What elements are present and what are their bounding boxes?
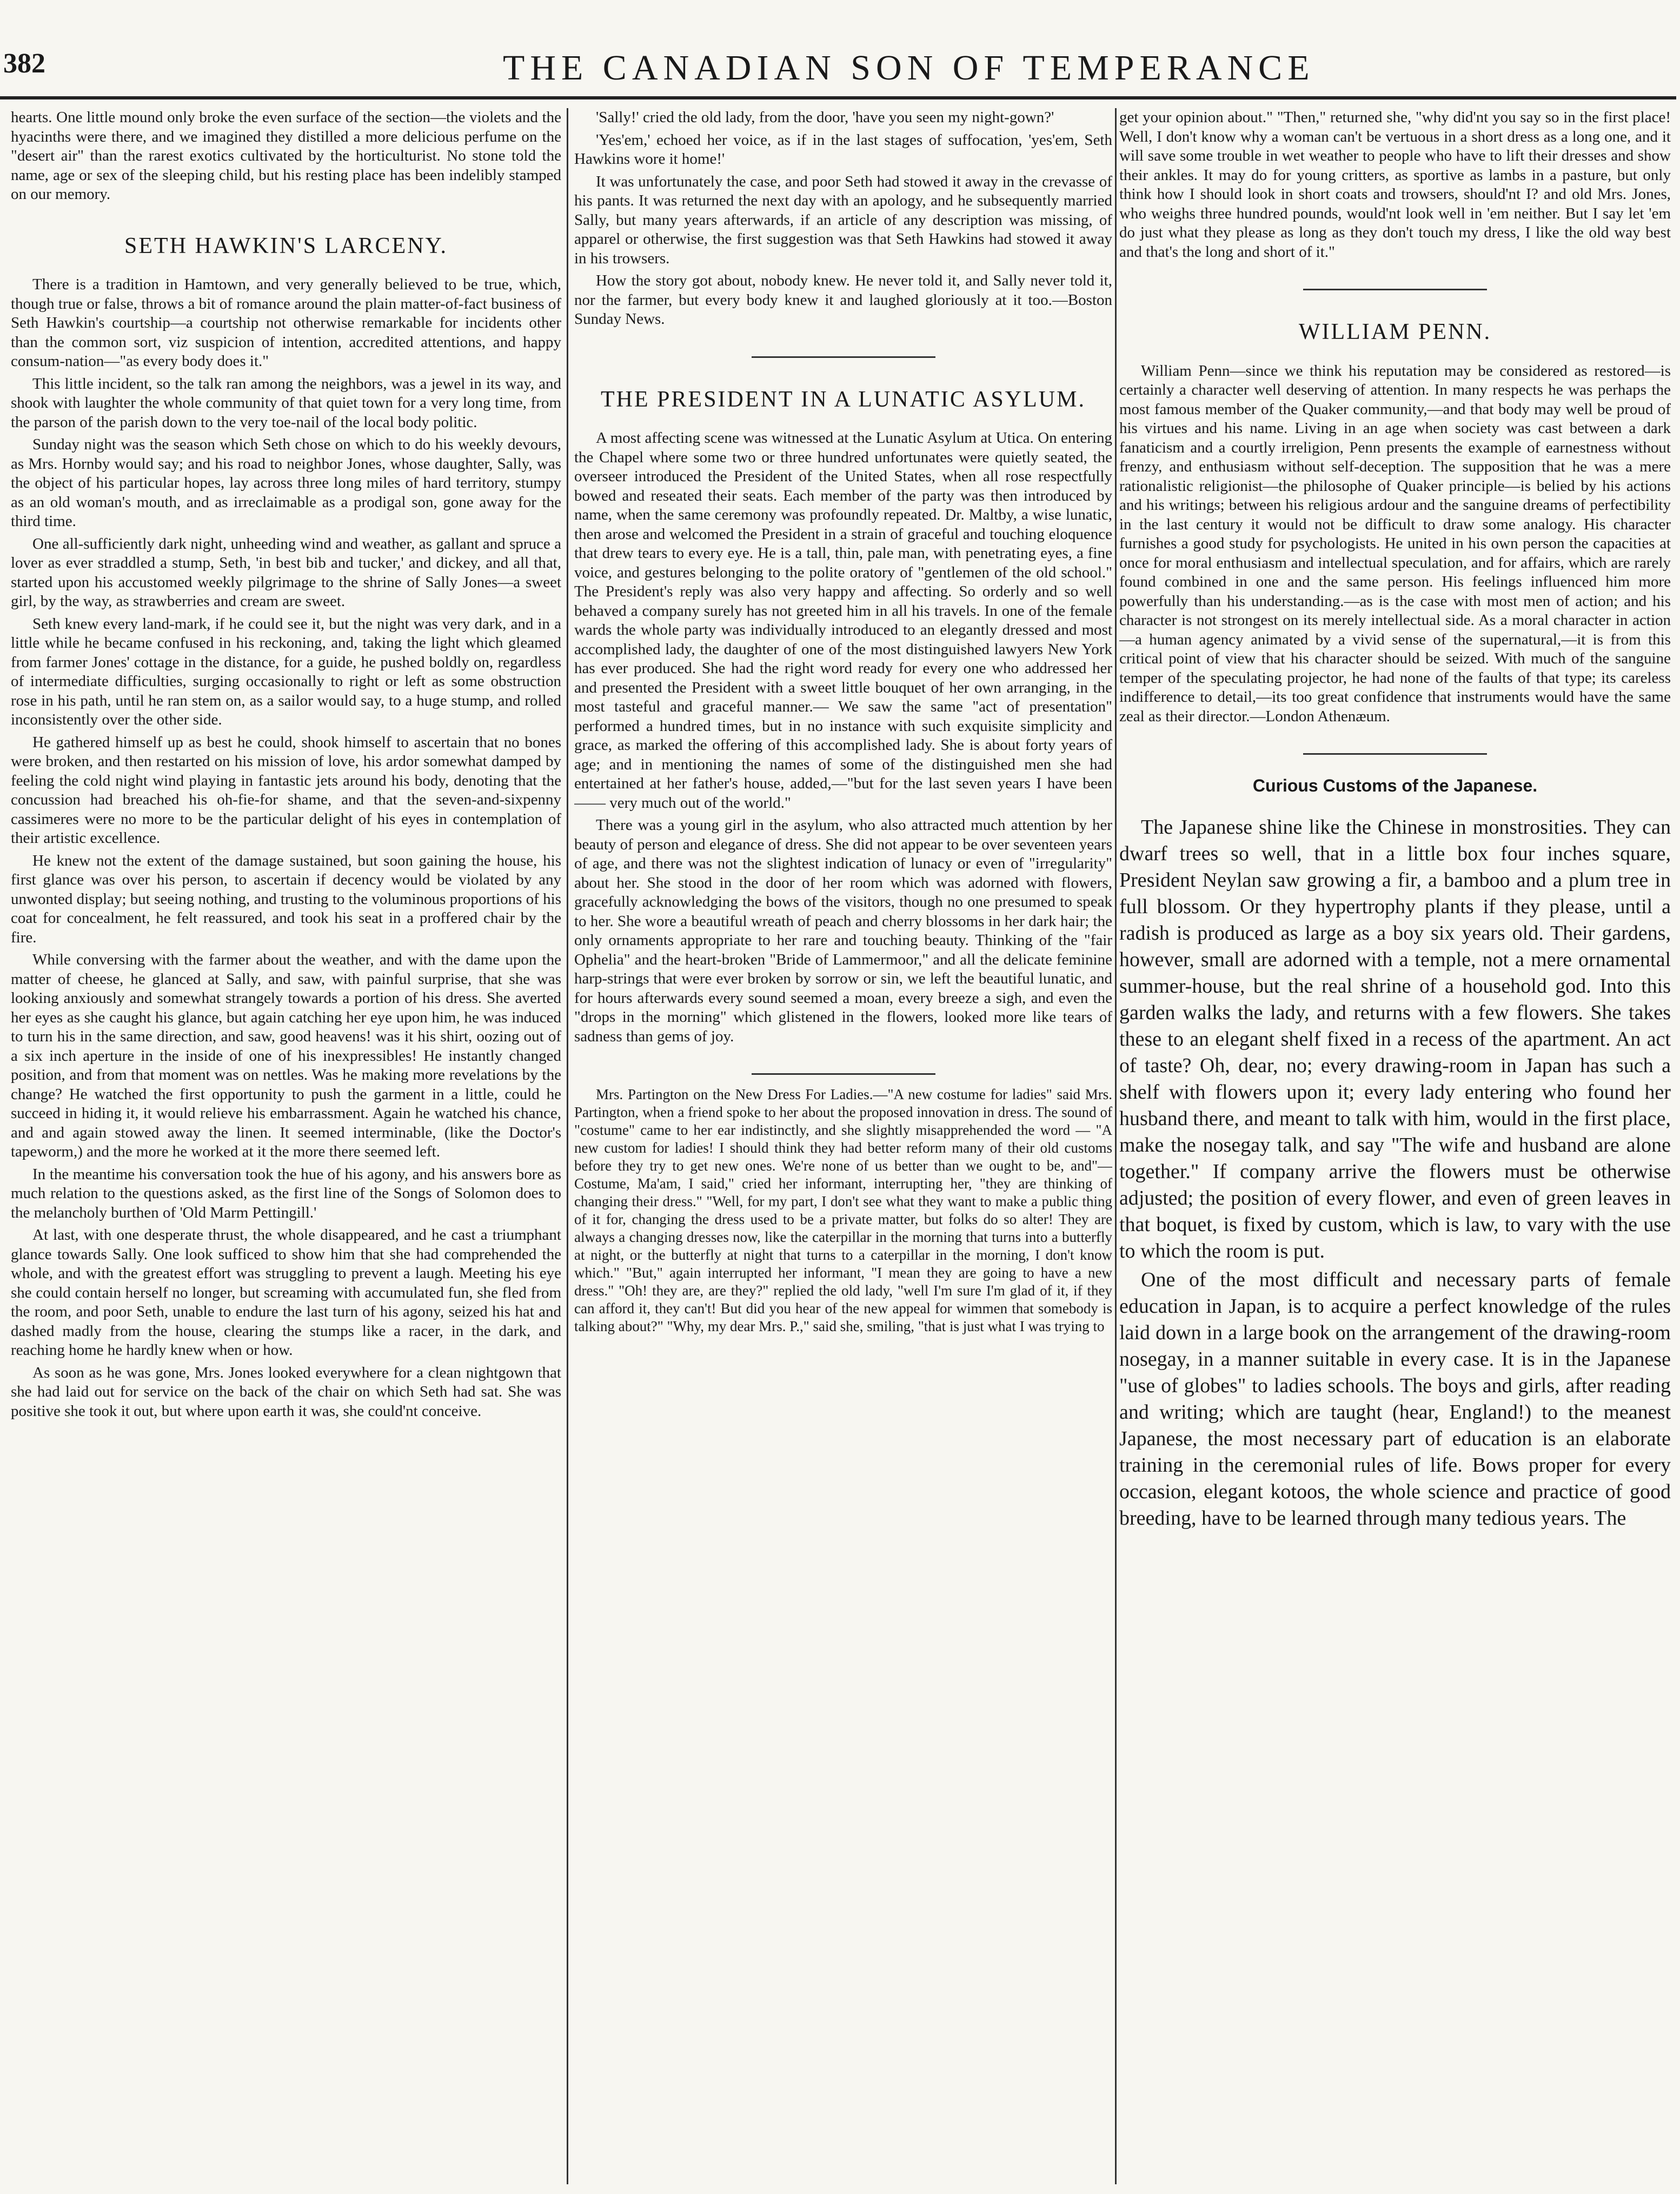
japanese-article-body bbox=[1119, 814, 1671, 1532]
column-divider bbox=[567, 108, 568, 2184]
article-paragraph: 'Sally!' cried the old lady, from the door, 'have you seen my night-gown?' bbox=[596, 109, 1054, 126]
article-paragraph: Seth knew every land-mark, if he could see it, but the night was very dark, and in a little while he became confused in his reckoning, and, taking the light which gleamed from farmer Jones' cottage in the distance, for a guide, he pushed boldly on, regardless of intermediate difficulties, surging occasionally to right or left as some obstruction rose in his path, until he ran stem on, as a sailor would say, to a huge stump, and rolled inconsistently over the other side. bbox=[11, 615, 561, 728]
article-paragraph: This little incident, so the talk ran among the neighbors, was a jewel in its way, and shook with laughter the whole community of that quiet town for a very long time, from the parson of the parish down to the very toe-nail of the local body politic. bbox=[11, 375, 561, 431]
article-paragraph: William Penn—since we think his reputation may be considered as restored—is certainly a character well deserving of attention. In many respects he was perhaps the most famous member of the Quaker community,—and that body may well be proud of his virtues and his name. Living in an age when society was cast between a dark fanaticism and a courtly irreligion, Penn presents the example of earnestness without frenzy, and enthusiasm without self-deception. The supposition that he was a mere rationalistic religionist—the philosophe of Quaker principle—is belied by his actions and his writings; between his religious ardour and the sanguine dreams of perfectibility in the last century it would not be difficult to draw some analogy. His character furnishes a good study for psychologists. He united in his own person the capacities at once for moral enthusiasm and intellectual speculation, and for affairs, which are rarely found combined in one and the same person. His feelings influenced him more powerfully than his understanding.—as is the case with most men of action; and his character is not strongest on its merely intellectual side. As a moral character in action—a human agency animated by a vivid sense of the supernatural,—it is from this critical point of view that his character should be seized. With much of the sanguine temper of the speculating projector, he had none of the faults of that type; its careless indifference to detail,—its too great confidence that instruments would have the same zeal as their director.—London Athenæum. bbox=[1119, 362, 1671, 725]
page-header bbox=[0, 48, 1680, 91]
section-separator bbox=[752, 356, 935, 358]
article-title-president-asylum: THE PRESIDENT IN A LUNATIC ASYLUM. bbox=[601, 387, 1086, 412]
column-divider bbox=[1115, 108, 1117, 2184]
article-paragraph-partington: Mrs. Partington on the New Dress For Ladies.—"A new costume for ladies" said Mrs. Partington, when a friend spoke to her about the proposed innovation in dress. The sound of "costume" came to her ear indistinctly, and she slightly misapprehended the word — "A new custom for ladies! I should think they had better reform many of their old customs before they try to get new ones. We're none of us better than we ought to be, and"—Costume, Ma'am, I said," cried her informant, interrupting her, "they are thinking of changing their dress." "Well, for my part, I don't see what they want to make a public thing of it for, changing the dress used to be a private matter, but folks do so alter! They are always a changing dresses now, like the caterpillar in the morning that turns into a butterfly at night, or the butterfly at night that turns to a caterpillar in the morning, I don't know which." "But," again interrupted her informant, "I mean they are going to have a new dress." "Oh! they are, are they?" replied the old lady, "well I'm sure I'm glad of it, if they can afford it, they can't! But did you hear of the new appeal for wimmen that somebody is talking about?" "Why, my dear Mrs. P.," said she, smiling, "that is just what I was trying to bbox=[574, 1086, 1112, 1334]
article-paragraph: As soon as he was gone, Mrs. Jones looked everywhere for a clean nightgown that she had laid out for service on the back of the chair on which Seth had sat. She was positive she took it out, but where upon earth it was, she could'nt conceive. bbox=[11, 1364, 561, 1420]
article-paragraph: get your opinion about." "Then," returned she, "why did'nt you say so in the first place! Well, I don't know why a woman can't be vertuous in a short dress as a long one, and it will save some trouble in wet weather to people who have to lift their dresses and show their ankles. It may do for young critters, as sportive as lambs in a pasture, but only think how I should look in short coats and trowsers, should'nt I? and old Mrs. Jones, who weighs three hundred pounds, would'nt look well in 'em neither. But I say let 'em do just what they please as long as they don't touch my dress, I like the old way best and that's the long and short of it." bbox=[1119, 109, 1671, 261]
article-title-seth-hawkins: SETH HAWKIN'S LARCENY. bbox=[124, 233, 448, 258]
article-paragraph: One of the most difficult and necessary parts of female education in Japan, is to acquire a perfect knowledge of the rules laid down in a large book on the arrangement of the drawing-room nosegay, in a manner suitable in every case. It is in the Japanese "use of globes" to ladies schools. The boys and girls, after reading and writing; which are taught (hear, England!) to the meanest Japanese, the most necessary part of education is an elaborate training in the ceremonial rules of life. Bows proper for every occasion, elegant kotoos, the whole science and practice of good breeding, have to be learned through many tedious years. The bbox=[1119, 1268, 1671, 1530]
section-separator bbox=[752, 1073, 935, 1075]
article-paragraph: hearts. One little mound only broke the even surface of the section—the violets and the hyacinths were there, and we imagined they distilled a more delicious perfume on the "desert air" than the rarest exotics cultivated by the horticulturist. No stone told the name, age or sex of the sleeping child, but his resting place has been indelibly stamped on our memory. bbox=[11, 109, 561, 203]
article-paragraph: There was a young girl in the asylum, who also attracted much attention by her beauty of person and elegance of dress. She did not appear to be over seventeen years of age, and there was not the slightest indication of lunacy or even of "irregularity" about her. She stood in the door of her room which was adorned with flowers, gracefully acknowledging the bows of the visitors, though no one presumed to speak to her. She wore a beautiful wreath of peach and cherry blossoms in her dark hair; the only ornaments appropriate to her rare and touching beauty. Thinking of the "fair Ophelia" and the heart-broken "Bride of Lammermoor," and all the delicate feminine harp-strings that were ever broken by sorrow or sin, we left the beautiful lunatic, and for hours afterwards every sound seemed a moan, every breeze a sigh, and even the "drops in the morning" which glistened in the flowers, looked more like tears of sadness than gems of joy. bbox=[574, 816, 1112, 1045]
article-paragraph: He knew not the extent of the damage sustained, but soon gaining the house, his first glance was over his person, to ascertain if decency would be violated by any unwonted display; but seeing nothing, and trusting to the voluminous proportions of his coat for concealment, he felt reassured, and took his seat in a proffered chair by the fire. bbox=[11, 852, 561, 946]
article-paragraph: At last, with one desperate thrust, the whole disappeared, and he cast a triumphant glance towards Sally. One look sufficed to show him that she had comprehended the whole, and with the greatest effort was struggling to prevent a laugh. Meeting his eye she could contain herself no longer, but screaming with accumulated fun, she fled from the room, and poor Seth, unable to endure the last turn of his agony, seized his hat and dashed madly from the house, clearing the stumps like a racer, in the dark, and reaching home he hardly knew when or how. bbox=[11, 1226, 561, 1359]
article-paragraph: The Japanese shine like the Chinese in monstrosities. They can dwarf trees so well, that in a little box four inches square, President Neylan saw growing a fir, a bamboo and a plum tree in full blossom. Or they hypertrophy plants if they please, until a radish is produced as large as a boy six years old. Their gardens, however, small are adorned with a temple, not a mere ornamental summer-house, but the real shrine of a household god. Into this garden walks the lady, and returns with a few flowers. She takes these to an elegant shelf fixed in a recess of the apartment. An act of taste? Oh, dear, no; every drawing-room in Japan has such a shelf with flowers upon it; every lady entering who found her husband there, and meant to talk with him, would in the first place, make the nosegay talk, and say "The wife and husband are alone together." If company arrive the flowers must be otherwise adjusted; the position of every flower, and even of green leaves in that boquet, is fixed by custom, which is law, to vary with the use to which the room is put. bbox=[1119, 815, 1671, 1262]
article-paragraph: He gathered himself up as best he could, shook himself to ascertain that no bones were broken, and then restarted on his mission of love, his ardor somewhat damped by feeling the cold night wind playing in fantastic jets around his body, denoting that the concussion had breached his oh-fie-for shame, and that the seven-and-sixpenny cassimeres were no more to be the particular delight of his eyes in contemplation of their artistic excellence. bbox=[11, 733, 561, 847]
article-paragraph: How the story got about, nobody knew. He never told it, and Sally never told it, nor the farmer, but every body knew it and laughed gloriously at it too.—Boston Sunday News. bbox=[574, 272, 1112, 328]
masthead-title: THE CANADIAN SON OF TEMPERANCE bbox=[503, 48, 1315, 88]
article-paragraph: Sunday night was the season which Seth chose on which to do his weekly devours, as Mrs. Hornby would say; and his road to neighbor Jones, whose daughter, Sally, was the object of his particular hopes, lay across three long miles of hard territory, stumpy as an old woman's mouth, and as irreclaimable as a prodigal son, gone away for the third time. bbox=[11, 436, 561, 530]
article-title-william-penn: WILLIAM PENN. bbox=[1298, 320, 1492, 344]
article-paragraph: It was unfortunately the case, and poor Seth had stowed it away in the crevasse of his pants. It was returned the next day with an apology, and he subsequently married Sally, but many years afterwards, if an article of any description was missing, of apparel or otherwise, the first suggestion was that Seth Hawkins had stowed it away in his trowsers. bbox=[574, 172, 1112, 267]
article-title-japanese-customs: Curious Customs of the Japanese. bbox=[1252, 776, 1538, 795]
article-paragraph: While conversing with the farmer about the weather, and with the dame upon the matter of cheese, he glanced at Sally, and saw, with painful surprise, that she was looking anxiously and somewhat strangely towards a portion of his dress. She averted her eyes as she caught his glance, but again catching her eye upon him, he was induced to turn his in the same direction, and saw, good heavens! was it his shirt, oozing out of a six inch aperture in the inside of one of his inexpressibles! He instantly changed position, and from that moment was on nettles. Was he making more revelations by the change? He watched the first opportunity to push the garment in a little, could he succeed in hiding it, it would relieve his embarrassment. Again he watched his chance, and and again stowed away the linen. It seemed interminable, (like the Doctor's tapeworm,) and the more he worked at it the more there seemed left. bbox=[11, 951, 561, 1160]
article-paragraph: 'Yes'em,' echoed her voice, as if in the last stages of suffocation, 'yes'em, Seth Hawkins wore it home!' bbox=[574, 131, 1112, 168]
page-number: 382 bbox=[3, 48, 45, 79]
column-1 bbox=[11, 108, 561, 2184]
column-3 bbox=[1119, 108, 1671, 2184]
section-separator bbox=[1303, 289, 1487, 290]
column-2 bbox=[574, 108, 1112, 2184]
article-paragraph: In the meantime his conversation took the hue of his agony, and his answers bore as much relation to the questions asked, as the first line of the Songs of Solomon does to the melancholy burthen of 'Old Marm Pettingill.' bbox=[11, 1165, 561, 1221]
header-rule bbox=[0, 96, 1676, 99]
section-separator bbox=[1303, 753, 1487, 755]
article-paragraph: There is a tradition in Hamtown, and very generally believed to be true, which, though true or false, throws a bit of romance around the plain matter-of-fact business of Seth Hawkin's courtship—a courtship not otherwise remarkable for incidents other than the common sort, viz suspicion of intention, accredited attentions, and happy consum-nation—"as every body does it." bbox=[11, 276, 561, 370]
article-paragraph: One all-sufficiently dark night, unheeding wind and weather, as gallant and spruce a lover as ever straddled a stump, Seth, 'in best bib and tucker,' and dickey, and all that, started upon his accustomed weekly pilgrimage to the shrine of Sally Jones—a sweet girl, by the way, as strawberries and cream are sweet. bbox=[11, 535, 561, 610]
article-paragraph: A most affecting scene was witnessed at the Lunatic Asylum at Utica. On entering the Chapel where some two or three hundred unfortunates were quietly seated, the overseer introduced the President of the United States, when all rose respectfully bowed and reseated their seats. Each member of the party was then introduced by name, when the same ceremony was profoundly repeated. Dr. Maltby, a wise lunatic, then arose and welcomed the President in a strain of graceful and touching eloquence that drew tears to every eye. He is a tall, thin, pale man, with penetrating eyes, a fine voice, and gestures belonging to the polite oratory of "gentlemen of the old school." The President's reply was also very happy and affecting. So orderly and so well behaved a company surely has not greeted him in all his travels. In one of the female wards the whole party was individually introduced to an elegantly dressed and most accomplished lady, the daughter of one of the most distinguished lawyers New York has ever produced. She had the right word ready for every one who addressed her and presented the President with a sweet little bouquet of her own arranging, in the most tasteful and graceful manner.— We saw the same "act of presentation" performed a hundred times, but in no instance with such exquisite simplicity and grace, as marked the offering of this accomplished lady. She is about forty years of age; and in mentioning the names of some of the distinguished men she had entertained at her father's house, added,—"but for the last seven years I have been—— very much out of the world." bbox=[574, 429, 1112, 812]
